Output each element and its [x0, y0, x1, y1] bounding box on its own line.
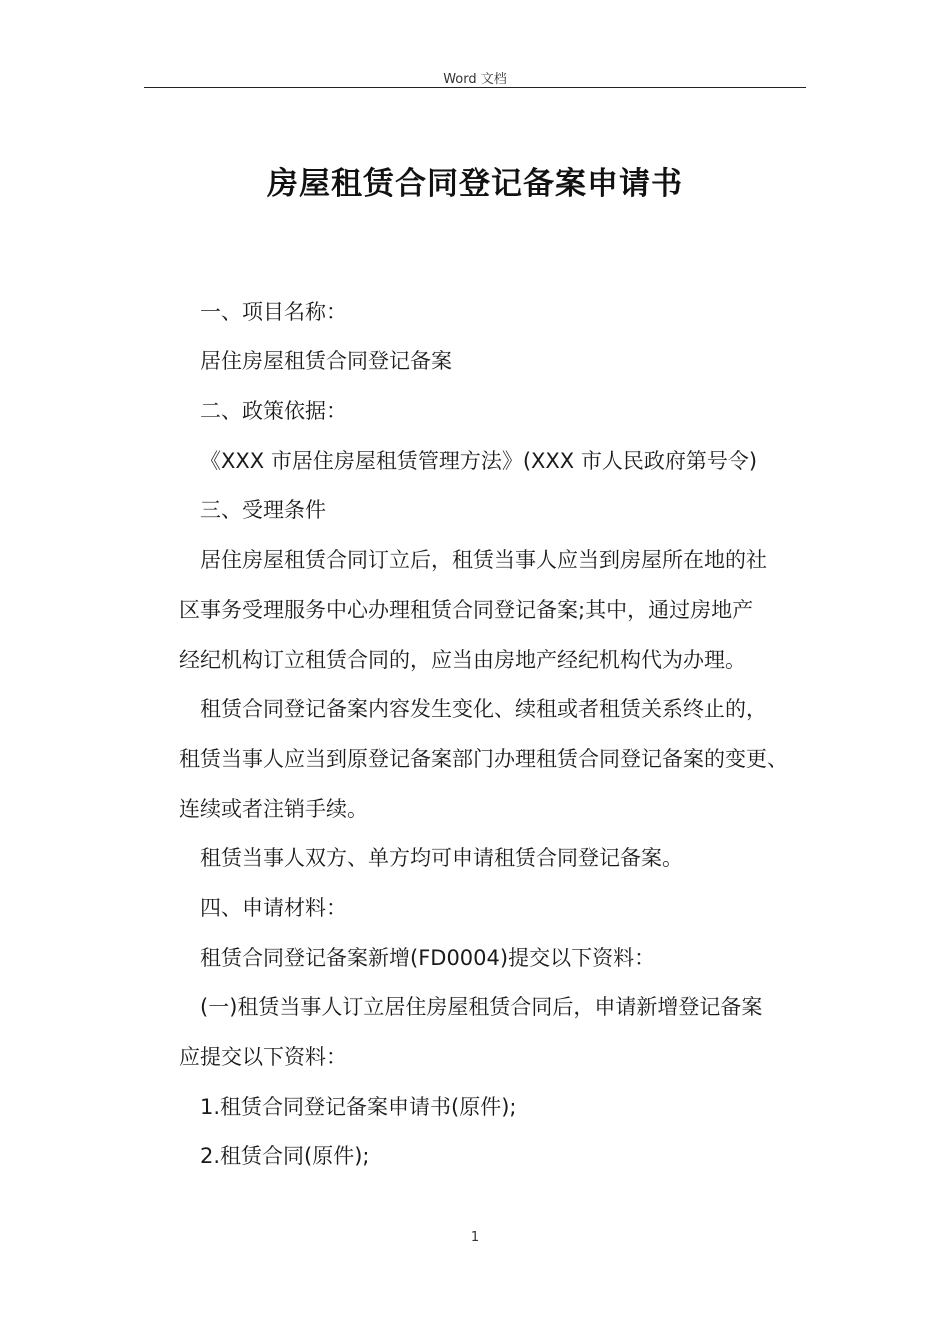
- section-heading-conditions: 三、受理条件: [200, 498, 326, 522]
- section-heading-policy-basis: 二、政策依据：: [200, 399, 347, 423]
- header-label: Word 文档: [443, 72, 507, 87]
- section-heading-project-name: 一、项目名称：: [200, 300, 347, 324]
- paragraph-line: 居住房屋租赁合同登记备案: [200, 349, 452, 373]
- paragraph-line: 《XXX 市居住房屋租赁管理方法》(XXX 市人民政府第号令): [200, 449, 758, 473]
- document-title: 房屋租赁合同登记备案申请书: [267, 166, 683, 202]
- list-item: 2.租赁合同(原件);: [200, 1144, 370, 1168]
- list-item: 1.租赁合同登记备案申请书(原件);: [200, 1095, 517, 1119]
- paragraph-line: 租赁合同登记备案内容发生变化、续租或者租赁关系终止的，: [200, 697, 767, 721]
- paragraph-line: 租赁当事人双方、单方均可申请租赁合同登记备案。: [200, 846, 683, 870]
- paragraph-line: 租赁当事人应当到原登记备案部门办理租赁合同登记备案的变更、: [179, 747, 788, 771]
- paragraph-line: 区事务受理服务中心办理租赁合同登记备案;其中，通过房地产: [179, 598, 754, 622]
- paragraph-line: 居住房屋租赁合同订立后，租赁当事人应当到房屋所在地的社: [200, 548, 767, 572]
- paragraph-line: 租赁合同登记备案新增(FD0004)提交以下资料：: [200, 946, 656, 970]
- header-divider: [144, 87, 806, 88]
- section-heading-materials: 四、申请材料：: [200, 896, 347, 920]
- paragraph-line: 连续或者注销手续。: [179, 797, 368, 821]
- paragraph-line: 经纪机构订立租赁合同的，应当由房地产经纪机构代为办理。: [179, 648, 746, 672]
- paragraph-line: (一)租赁当事人订立居住房屋租赁合同后，申请新增登记备案: [200, 995, 763, 1019]
- page-number: 1: [470, 1230, 480, 1245]
- paragraph-line: 应提交以下资料：: [179, 1045, 347, 1069]
